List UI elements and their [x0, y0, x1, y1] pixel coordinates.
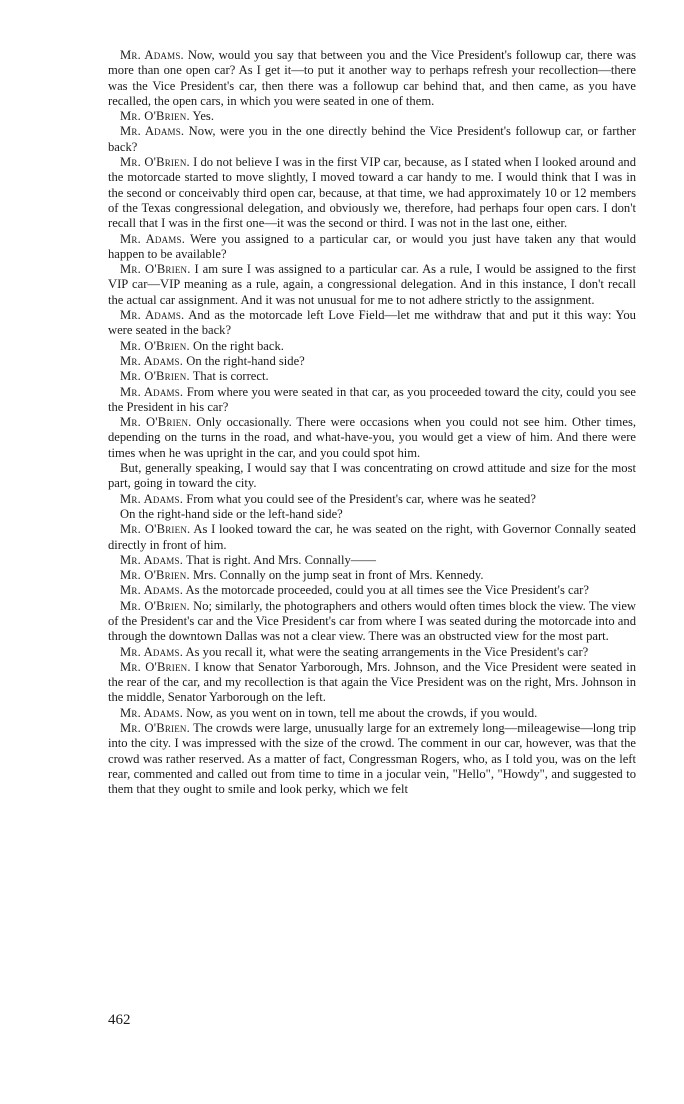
paragraph-text: I am sure I was assigned to a particular car. As a rule, I would be assigned to the first VIP car—VIP meaning as a rule, again, a congressional delegation. And in this instance, I don't recall the actual car assignment. And it was not unusual for me to not adhere strictly to the assignment.	[108, 262, 637, 307]
transcript-paragraph	[108, 369, 636, 384]
transcript-paragraph	[108, 124, 636, 155]
paragraph-text: The crowds were large, unusually large for an extremely long—mileagewise—long trip into the city. I was impressed with the size of the crowd. The comment in our car, however, was that the crowd was rather reserved. As a matter of fact, Congressman Rogers, who, as I told you, was on the left rear, commented and called out from time to time in a jocular vein, "Hello", "Howdy", and suggested to them that they ought to smile and look perky, which we felt	[108, 721, 637, 797]
transcript-paragraph	[108, 553, 636, 568]
transcript-paragraph	[108, 308, 636, 339]
speaker-name: Mr. Adams.	[120, 124, 185, 139]
speaker-name: Mr. Adams.	[120, 353, 184, 368]
transcript-paragraph	[108, 354, 636, 369]
paragraph-text: That is correct.	[192, 369, 269, 384]
transcript-paragraph	[108, 415, 636, 461]
transcript-paragraph	[108, 461, 636, 492]
paragraph-text: On the right back.	[192, 338, 284, 353]
transcript-paragraph	[108, 48, 636, 109]
speaker-name: Mr. Adams.	[120, 384, 184, 399]
speaker-name: Mr. Adams.	[120, 644, 184, 659]
paragraph-text: Yes.	[192, 109, 214, 124]
transcript-paragraph	[108, 583, 636, 598]
paragraph-text: On the right-hand side?	[186, 353, 305, 368]
transcript-paragraph	[108, 492, 636, 507]
speaker-name: Mr. O'Brien.	[120, 338, 190, 353]
transcript-paragraph	[108, 507, 636, 522]
speaker-name: Mr. Adams.	[120, 491, 184, 506]
transcript-paragraph	[108, 109, 636, 124]
speaker-name: Mr. O'Brien.	[120, 262, 191, 277]
transcript-paragraph	[108, 385, 636, 416]
paragraph-text: I do not believe I was in the first VIP car, because, as I stated when I looked around and the motorcade started to move slightly, I moved toward a car handy to me. I would think that I was in the second or conceivably third open car, because, at that time, we had approximately 10 or 12 members of the Texas congressional delegation, and obviously we, therefore, had perhaps four open cars. I don't recall that I was in the first one—it was the second or third. I was not in the last one, either.	[108, 155, 636, 231]
transcript-paragraph	[108, 721, 636, 797]
speaker-name: Mr. O'Brien.	[120, 522, 191, 537]
paragraph-text: Now, were you in the one directly behind the Vice President's followup car, or farther back?	[108, 124, 636, 154]
paragraph-text: As I looked toward the car, he was seated on the right, with Governor Connally seated directly in front of him.	[108, 522, 636, 552]
speaker-name: Mr. Adams.	[120, 583, 184, 598]
paragraph-text: Were you assigned to a particular car, or would you just have taken any that would happen to be available?	[108, 231, 636, 261]
paragraph-text: Only occasionally. There were occasions when you could not see him. Other times, depending on the turns in the road, and what-have-you, you would get a view of him. And there were times when he was upright in the car, and you could spot him.	[108, 415, 636, 460]
paragraph-text: From where you were seated in that car, as you proceeded toward the city, could you see the President in his car?	[108, 384, 636, 414]
paragraph-text: No; similarly, the photographers and others would often times block the view. The view of the President's car and the Vice President's car from where I was seated during the motorcade into and through the downtown Dallas was not a clear view. There was an obstructed view for the most part.	[108, 598, 637, 644]
page-number: 462	[108, 1012, 131, 1028]
paragraph-text: As the motorcade proceeded, could you at all times see the Vice President's car?	[185, 583, 589, 598]
paragraph-text: From what you could see of the President's car, where was he seated?	[186, 491, 536, 506]
speaker-name: Mr. O'Brien.	[120, 598, 190, 613]
paragraph-text: That is right. And Mrs. Connally——	[185, 552, 376, 567]
paragraph-text: As you recall it, what were the seating arrangements in the Vice President's car?	[185, 644, 589, 659]
paragraph-text: But, generally speaking, I would say that I was concentrating on crowd attitude and size for the most part, going in toward the city.	[108, 461, 636, 491]
transcript-paragraph	[108, 522, 636, 553]
transcript-paragraph	[108, 339, 636, 354]
speaker-name: Mr. O'Brien.	[120, 659, 191, 674]
speaker-name: Mr. Adams.	[120, 308, 185, 323]
speaker-name: Mr. O'Brien.	[120, 109, 190, 124]
transcript-paragraph	[108, 232, 636, 263]
speaker-name: Mr. Adams.	[120, 231, 186, 246]
speaker-name: Mr. Adams.	[120, 705, 184, 720]
transcript-paragraph	[108, 645, 636, 660]
paragraph-text: Mrs. Connally on the jump seat in front of Mrs. Kennedy.	[192, 568, 484, 583]
paragraph-text: Now, would you say that between you and the Vice President's followup car, there was more than one open car? As I get it—to put it another way to perhaps refresh your recollection—there was the Vice President's car, then there was a followup car behind that, and then came, as you have recalled, the open cars, in which you were seated in one of them.	[108, 48, 636, 108]
speaker-name: Mr. O'Brien.	[120, 415, 192, 430]
paragraph-text: Now, as you went on in town, tell me about the crowds, if you would.	[186, 705, 538, 720]
speaker-name: Mr. O'Brien.	[120, 155, 190, 170]
paragraph-text: And as the motorcade left Love Field—let me withdraw that and put it this way: You were seated in the back?	[108, 308, 636, 338]
transcript-paragraph	[108, 155, 636, 231]
speaker-name: Mr. Adams.	[120, 552, 184, 567]
transcript-paragraph	[108, 599, 636, 645]
speaker-name: Mr. Adams.	[120, 48, 184, 62]
paragraph-text: On the right-hand side or the left-hand side?	[120, 506, 343, 521]
paragraph-text: I know that Senator Yarborough, Mrs. Johnson, and the Vice President were seated in the rear of the car, and my recollection is that again the Vice President was on the right, Mrs. Johnson in the middle, Senator Yarborough on the left.	[108, 659, 636, 705]
transcript-paragraph	[108, 660, 636, 706]
speaker-name: Mr. O'Brien.	[120, 568, 190, 583]
transcript-paragraph	[108, 568, 636, 583]
transcript-paragraph	[108, 706, 636, 721]
transcript-paragraph	[108, 262, 636, 308]
speaker-name: Mr. O'Brien.	[120, 721, 190, 736]
transcript-body	[108, 48, 636, 798]
speaker-name: Mr. O'Brien.	[120, 369, 190, 384]
